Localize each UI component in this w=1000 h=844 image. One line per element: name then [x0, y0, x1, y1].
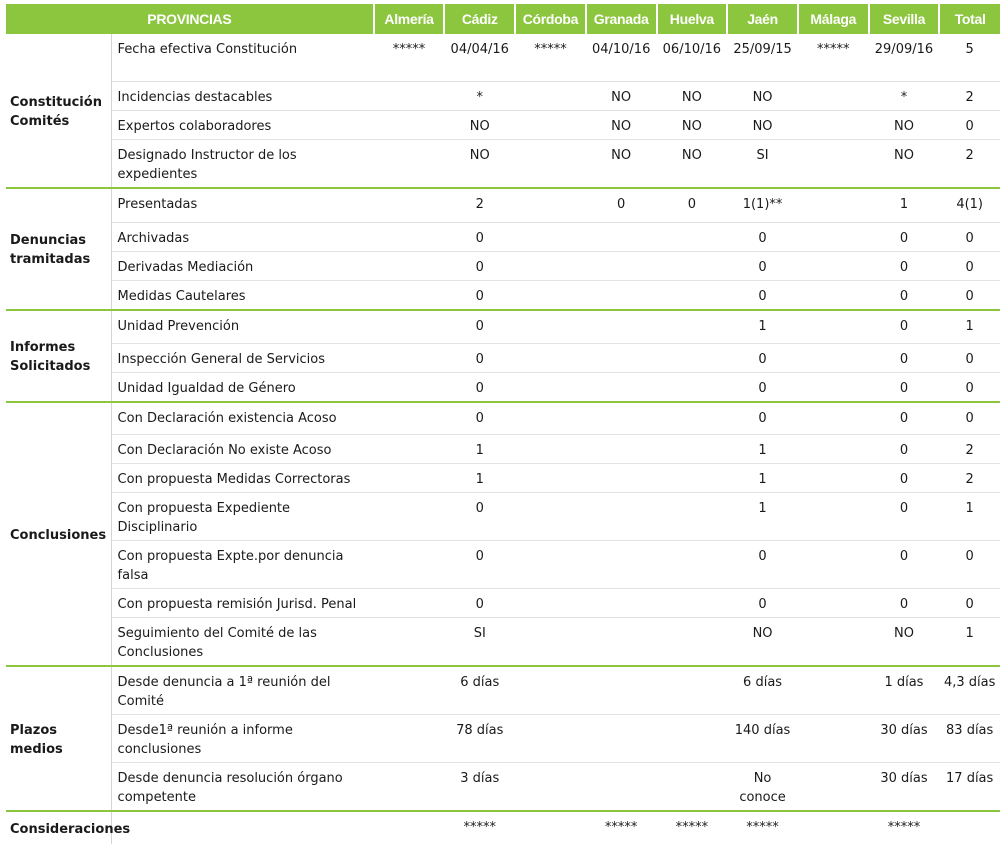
cell-cordoba [515, 81, 586, 110]
cell-jaen: 0 [727, 223, 798, 252]
cell-sevilla: 0 [869, 223, 940, 252]
cell-sevilla: NO [869, 618, 940, 667]
cell-almeria [374, 811, 445, 844]
cell-cordoba [515, 618, 586, 667]
cell-malaga [798, 493, 869, 541]
cell-total: 0 [939, 343, 1000, 372]
cell-malaga [798, 435, 869, 464]
cell-huelva [657, 252, 728, 281]
row-label: Unidad Prevención [111, 310, 374, 343]
cell-sevilla: 29/09/16 [869, 34, 940, 81]
cell-almeria [374, 464, 445, 493]
cell-malaga [798, 223, 869, 252]
row-label: Medidas Cautelares [111, 281, 374, 311]
cell-granada: NO [586, 139, 657, 188]
table-row [6, 763, 1000, 812]
cell-granada [586, 402, 657, 435]
cell-malaga [798, 763, 869, 812]
cell-sevilla: 0 [869, 402, 940, 435]
cell-granada [586, 252, 657, 281]
section-title: Plazos medios [6, 666, 111, 811]
cell-granada: NO [586, 110, 657, 139]
row-label: Fecha efectiva Constitución [111, 34, 374, 81]
cell-cordoba [515, 188, 586, 223]
table-row [6, 139, 1000, 188]
row-label [111, 811, 374, 844]
header-cordoba: Córdoba [515, 4, 586, 34]
cell-total: 17 días [939, 763, 1000, 812]
cell-cadiz: SI [444, 618, 515, 667]
cell-total: 0 [939, 281, 1000, 311]
table-row [6, 252, 1000, 281]
cell-sevilla: NO [869, 139, 940, 188]
row-label: Desde denuncia resolución órgano competente [111, 763, 374, 812]
cell-total: 2 [939, 81, 1000, 110]
cell-almeria [374, 763, 445, 812]
table-row [6, 81, 1000, 110]
cell-huelva [657, 435, 728, 464]
cell-huelva: ***** [675, 820, 709, 835]
header-sevilla: Sevilla [869, 4, 940, 34]
cell-sevilla: NO [869, 110, 940, 139]
cell-sevilla: 1 [869, 188, 940, 223]
table-row [6, 343, 1000, 372]
cell-almeria [374, 139, 445, 188]
cell-cadiz: 0 [444, 343, 515, 372]
cell-malaga [798, 402, 869, 435]
cell-almeria [374, 81, 445, 110]
table-row [6, 110, 1000, 139]
table-row [6, 34, 1000, 81]
cell-jaen: 1(1)** [727, 188, 798, 223]
cell-sevilla: 30 días [869, 715, 940, 763]
cell-sevilla: * [869, 81, 940, 110]
row-label: Incidencias destacables [111, 81, 374, 110]
cell-total: 2 [939, 139, 1000, 188]
cell-jaen: 1 [727, 493, 798, 541]
header-malaga: Málaga [798, 4, 869, 34]
cell-sevilla: 0 [869, 252, 940, 281]
cell-cadiz: 0 [444, 223, 515, 252]
cell-jaen: 1 [727, 435, 798, 464]
cell-malaga [798, 541, 869, 589]
cell-sevilla: 0 [869, 372, 940, 402]
cell-cordoba [515, 589, 586, 618]
cell-total: 0 [939, 372, 1000, 402]
cell-sevilla: 0 [869, 541, 940, 589]
cell-jaen: 0 [727, 281, 798, 311]
cell-malaga: ***** [798, 34, 869, 81]
cell-jaen: 0 [727, 252, 798, 281]
cell-almeria [374, 188, 445, 223]
cell-total: 4(1) [939, 188, 1000, 223]
table-row [6, 666, 1000, 715]
cell-jaen: 0 [727, 541, 798, 589]
cell-huelva [657, 715, 728, 763]
cell-cordoba [515, 464, 586, 493]
row-label: Expertos colaboradores [111, 110, 374, 139]
cell-granada [586, 310, 657, 343]
cell-total: 1 [939, 618, 1000, 667]
cell-jaen: 1 [727, 310, 798, 343]
cell-cadiz: 0 [444, 372, 515, 402]
cell-almeria [374, 402, 445, 435]
table-row [6, 464, 1000, 493]
cell-total: 4,3 días [939, 666, 1000, 715]
cell-jaen: ***** [746, 820, 779, 835]
cell-granada [586, 589, 657, 618]
cell-malaga [798, 188, 869, 223]
cell-jaen: 1 [727, 464, 798, 493]
table-row [6, 715, 1000, 763]
header-jaen: Jaén [727, 4, 798, 34]
cell-cadiz: 3 días [444, 763, 515, 812]
cell-granada: ***** [604, 820, 638, 835]
cell-jaen: NO [727, 618, 798, 667]
header-huelva: Huelva [657, 4, 728, 34]
cell-jaen: 0 [727, 343, 798, 372]
cell-huelva [657, 589, 728, 618]
cell-malaga [798, 343, 869, 372]
cell-jaen: 0 [727, 372, 798, 402]
cell-malaga [798, 464, 869, 493]
cell-cadiz: 2 [444, 188, 515, 223]
cell-cadiz: 1 [444, 464, 515, 493]
cell-huelva: NO [657, 81, 728, 110]
cell-almeria [374, 372, 445, 402]
cell-almeria [374, 715, 445, 763]
cell-cordoba [515, 541, 586, 589]
section-title: Denuncias tramitadas [6, 188, 111, 311]
cell-cadiz: 0 [444, 541, 515, 589]
cell-huelva [657, 343, 728, 372]
table-row [6, 223, 1000, 252]
cell-total: 1 [939, 310, 1000, 343]
cell-granada [586, 666, 657, 715]
cell-malaga [798, 618, 869, 667]
row-label: Seguimiento del Comité de las Conclusiones [111, 618, 374, 667]
cell-cordoba [515, 666, 586, 715]
cell-cadiz: 6 días [444, 666, 515, 715]
cell-total: 0 [939, 252, 1000, 281]
cell-cordoba [515, 435, 586, 464]
cell-cordoba [515, 343, 586, 372]
cell-cadiz: ***** [463, 820, 496, 835]
cell-granada [586, 618, 657, 667]
row-label: Inspección General de Servicios [111, 343, 374, 372]
header-provincias: PROVINCIAS [6, 4, 374, 34]
header-granada: Granada [586, 4, 657, 34]
cell-almeria [374, 310, 445, 343]
table-row [6, 188, 1000, 223]
cell-jaen: 140 días [727, 715, 798, 763]
cell-cadiz: 0 [444, 402, 515, 435]
cell-jaen: SI [727, 139, 798, 188]
cell-huelva [657, 281, 728, 311]
cell-sevilla: 30 días [869, 763, 940, 812]
cell-sevilla: 0 [869, 310, 940, 343]
table-row [6, 402, 1000, 435]
cell-total: 2 [939, 464, 1000, 493]
cell-cadiz: NO [444, 139, 515, 188]
cell-malaga [798, 666, 869, 715]
row-label: Con propuesta Expediente Disciplinario [111, 493, 374, 541]
row-label: Designado Instructor de los expedientes [111, 139, 374, 188]
cell-almeria [374, 493, 445, 541]
table-body [6, 34, 1000, 844]
row-label: Con Declaración existencia Acoso [111, 402, 374, 435]
cell-granada: 0 [586, 188, 657, 223]
cell-total: 0 [939, 110, 1000, 139]
cell-malaga [798, 81, 869, 110]
cell-cadiz: 78 días [444, 715, 515, 763]
cell-granada [586, 372, 657, 402]
cell-cordoba: ***** [515, 34, 586, 81]
cell-almeria [374, 281, 445, 311]
cell-jaen: NO [727, 110, 798, 139]
cell-cordoba [515, 310, 586, 343]
cell-sevilla: 0 [869, 343, 940, 372]
cell-cadiz: 0 [444, 589, 515, 618]
cell-sevilla: 0 [869, 589, 940, 618]
cell-huelva: 06/10/16 [657, 34, 728, 81]
cell-malaga [798, 372, 869, 402]
cell-huelva [657, 464, 728, 493]
row-label: Presentadas [111, 188, 374, 223]
cell-total: 0 [939, 541, 1000, 589]
cell-granada: NO [586, 81, 657, 110]
table-row [6, 372, 1000, 402]
cell-huelva [657, 223, 728, 252]
cell-sevilla: 0 [869, 435, 940, 464]
cell-cordoba [515, 493, 586, 541]
cell-huelva [657, 372, 728, 402]
cell-cordoba [515, 372, 586, 402]
cell-granada [586, 493, 657, 541]
table-header [6, 4, 1000, 34]
header-total: Total [939, 4, 1000, 34]
cell-huelva [657, 618, 728, 667]
table-row [6, 281, 1000, 311]
cell-huelva [657, 402, 728, 435]
cell-jaen: 0 [727, 589, 798, 618]
cell-almeria: ***** [374, 34, 445, 81]
cell-total: 1 [939, 493, 1000, 541]
row-label: Con propuesta Expte.por denuncia falsa [111, 541, 374, 589]
table-row [6, 310, 1000, 343]
cell-almeria [374, 223, 445, 252]
cell-granada [586, 541, 657, 589]
cell-total: 0 [939, 223, 1000, 252]
cell-huelva [657, 541, 728, 589]
cell-malaga [798, 252, 869, 281]
cell-huelva: 0 [657, 188, 728, 223]
cell-granada [586, 281, 657, 311]
cell-almeria [374, 618, 445, 667]
cell-jaen: 6 días [727, 666, 798, 715]
cell-malaga [798, 310, 869, 343]
cell-jaen: 25/09/15 [727, 34, 798, 81]
cell-huelva: NO [657, 139, 728, 188]
cell-huelva: NO [657, 110, 728, 139]
cell-huelva [657, 310, 728, 343]
cell-malaga [798, 139, 869, 188]
cell-huelva [657, 666, 728, 715]
cell-granada [586, 343, 657, 372]
cell-jaen: No conoce [727, 763, 798, 812]
cell-malaga [798, 110, 869, 139]
cell-almeria [374, 435, 445, 464]
cell-cadiz: 0 [444, 281, 515, 311]
cell-granada [586, 464, 657, 493]
cell-cordoba [515, 763, 586, 812]
cell-total [939, 811, 1000, 844]
section-title: Constitución Comités [6, 34, 111, 188]
cell-almeria [374, 589, 445, 618]
cell-malaga [798, 811, 869, 844]
cell-cordoba [515, 811, 586, 844]
cell-cadiz: NO [444, 110, 515, 139]
cell-almeria [374, 666, 445, 715]
cell-malaga [798, 281, 869, 311]
cell-cadiz: 0 [444, 310, 515, 343]
cell-total: 5 [939, 34, 1000, 81]
cell-sevilla: 0 [869, 464, 940, 493]
cell-malaga [798, 589, 869, 618]
cell-sevilla: 0 [869, 281, 940, 311]
cell-sevilla: 0 [869, 493, 940, 541]
cell-almeria [374, 110, 445, 139]
section-title: Informes Solicitados [6, 310, 111, 402]
section-title: Conclusiones [6, 402, 111, 667]
cell-cadiz: * [444, 81, 515, 110]
cell-sevilla: 1 días [869, 666, 940, 715]
cell-cordoba [515, 402, 586, 435]
row-label: Unidad Igualdad de Género [111, 372, 374, 402]
row-label: Con propuesta remisión Jurisd. Penal [111, 589, 374, 618]
cell-cadiz: 04/04/16 [444, 34, 515, 81]
cell-total: 0 [939, 589, 1000, 618]
cell-granada [586, 763, 657, 812]
cell-jaen: NO [727, 81, 798, 110]
cell-malaga [798, 715, 869, 763]
committee-summary-table [6, 4, 1000, 844]
cell-total: 83 días [939, 715, 1000, 763]
row-label: Archivadas [111, 223, 374, 252]
cell-cadiz: 0 [444, 252, 515, 281]
header-almeria: Almería [374, 4, 445, 34]
cell-cordoba [515, 110, 586, 139]
header-cadiz: Cádiz [444, 4, 515, 34]
cell-cadiz: 0 [444, 493, 515, 541]
cell-granada [586, 223, 657, 252]
row-label: Desde1ª reunión a informe conclusiones [111, 715, 374, 763]
cell-huelva [657, 763, 728, 812]
row-label: Con Declaración No existe Acoso [111, 435, 374, 464]
table-row [6, 589, 1000, 618]
cell-cordoba [515, 252, 586, 281]
cell-jaen: 0 [727, 402, 798, 435]
table-row [6, 541, 1000, 589]
cell-cadiz: 1 [444, 435, 515, 464]
cell-total: 0 [939, 402, 1000, 435]
cell-almeria [374, 343, 445, 372]
table-row [6, 435, 1000, 464]
cell-granada [586, 715, 657, 763]
cell-total: 2 [939, 435, 1000, 464]
table-row [6, 618, 1000, 667]
row-label: Con propuesta Medidas Correctoras [111, 464, 374, 493]
cell-cordoba [515, 715, 586, 763]
section-title: Consideraciones [6, 811, 111, 844]
cell-almeria [374, 252, 445, 281]
cell-cordoba [515, 281, 586, 311]
table-row [6, 811, 1000, 844]
cell-sevilla: ***** [887, 820, 921, 835]
cell-almeria [374, 541, 445, 589]
row-label: Desde denuncia a 1ª reunión del Comité [111, 666, 374, 715]
cell-cordoba [515, 223, 586, 252]
table-row [6, 493, 1000, 541]
cell-granada: 04/10/16 [586, 34, 657, 81]
cell-huelva [657, 493, 728, 541]
cell-cordoba [515, 139, 586, 188]
cell-granada [586, 435, 657, 464]
row-label: Derivadas Mediación [111, 252, 374, 281]
